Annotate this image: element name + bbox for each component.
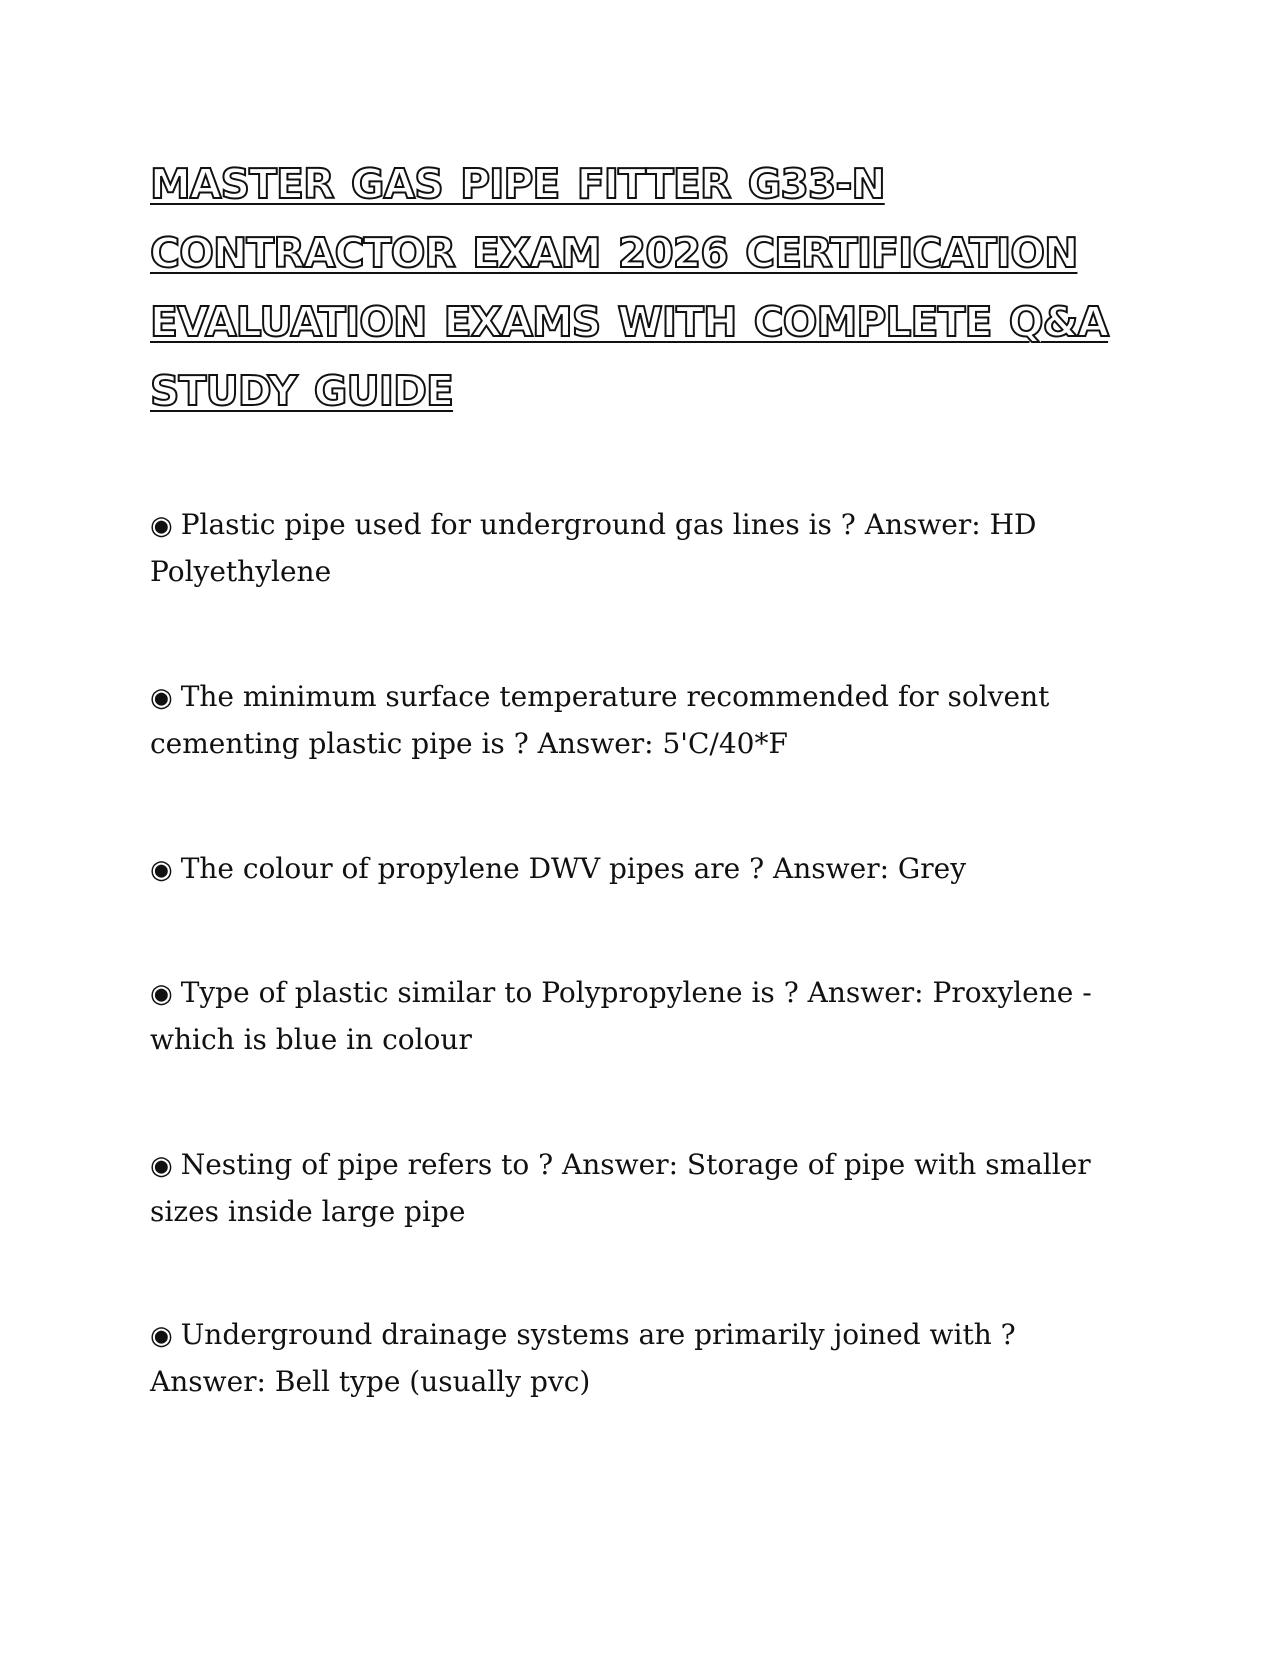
radio-bullet-icon: ◉	[150, 855, 173, 885]
qa-item	[150, 1312, 1110, 1404]
qa-text: The minimum surface temperature recommended for solvent cementing plastic pipe is ? Answer: 5'C/40*F	[150, 680, 1050, 760]
qa-text: Underground drainage systems are primarily joined with ? Answer: Bell type (usually pvc)	[150, 1318, 1016, 1398]
qa-item	[150, 846, 1110, 893]
radio-bullet-icon: ◉	[150, 511, 173, 541]
radio-bullet-icon: ◉	[150, 1151, 173, 1181]
qa-item	[150, 502, 1110, 594]
qa-item	[150, 674, 1110, 766]
document-title: MASTER GAS PIPE FITTER G33-N CONTRACTOR EXAM 2026 CERTIFICATION EVALUATION EXAMS WITH COMPLETE Q&A STUDY GUIDE	[150, 160, 1109, 415]
qa-text: Nesting of pipe refers to ? Answer: Storage of pipe with smaller sizes inside large pipe	[150, 1148, 1091, 1228]
radio-bullet-icon: ◉	[150, 1321, 173, 1351]
qa-text: The colour of propylene DWV pipes are ? Answer: Grey	[180, 852, 967, 885]
qa-text: Type of plastic similar to Polypropylene is ? Answer: Proxylene - which is blue in colour	[150, 976, 1092, 1056]
qa-text: Plastic pipe used for underground gas lines is ? Answer: HD Polyethylene	[150, 508, 1037, 588]
radio-bullet-icon: ◉	[150, 979, 173, 1009]
qa-item	[150, 1142, 1110, 1234]
radio-bullet-icon: ◉	[150, 683, 173, 713]
qa-item	[150, 970, 1110, 1062]
